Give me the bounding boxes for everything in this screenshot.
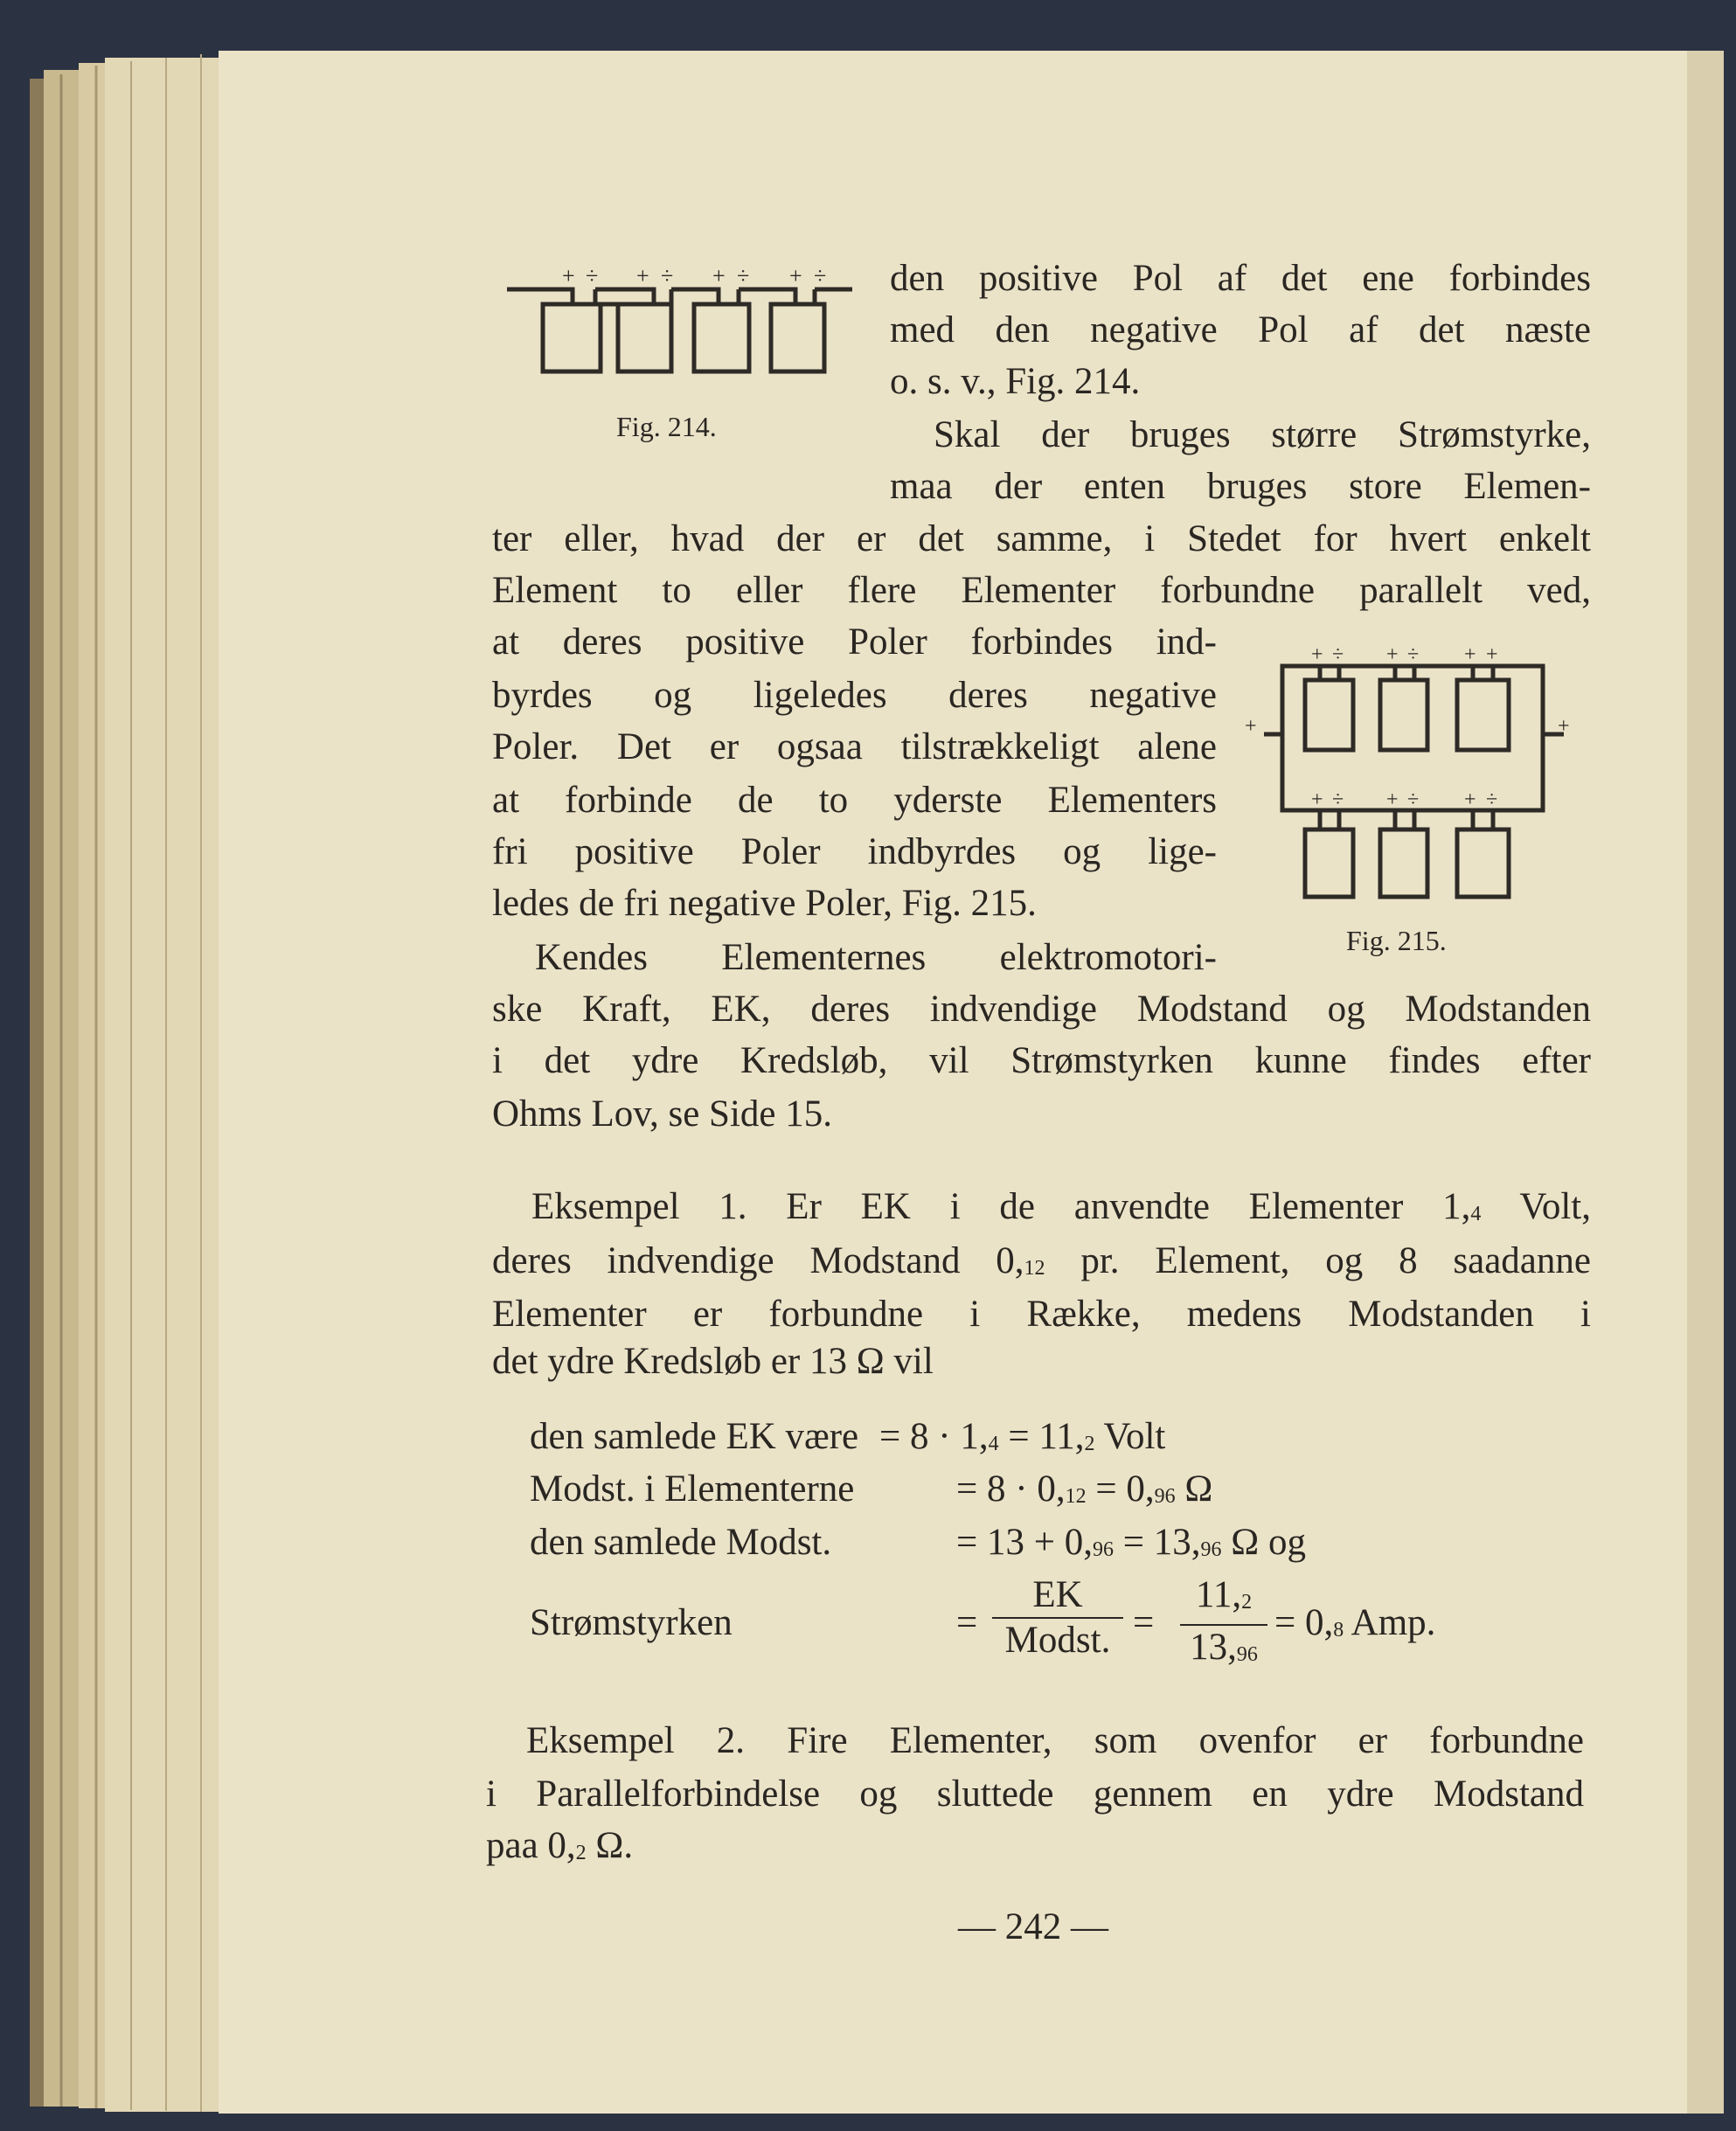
text-line: Element to eller flere Elementer forbundne parallelt ved, [492, 570, 1591, 611]
fig-214-caption: Fig. 214. [616, 411, 717, 442]
eq-label: Modst. i Elementerne [530, 1468, 855, 1510]
text-line: med den negative Pol af det næste [890, 309, 1591, 351]
text-line: byrdes og ligeledes deres negative [492, 675, 1217, 716]
svg-text:÷: ÷ [1407, 643, 1420, 666]
text-line: maa der enten bruges store Elemen- [890, 466, 1591, 507]
text-line: i det ydre Kredsløb, vil Strømstyrken kunne findes efter [492, 1040, 1591, 1081]
svg-text:+: + [1311, 788, 1323, 811]
text: Eksempel 1. Er EK i de anvendte Elementer 1, [531, 1186, 1471, 1227]
numerator: EK [992, 1573, 1123, 1619]
fraction-values [1180, 1573, 1267, 1676]
example-1-line: Elementer er forbundne i Række, medens Modstanden i [492, 1294, 1591, 1335]
fig-215-caption: Fig. 215. [1346, 925, 1447, 956]
eq-label: den samlede Modst. [530, 1522, 832, 1563]
svg-text:+: + [712, 263, 726, 288]
text-line: fri positive Poler indbyrdes og lige- [492, 831, 1217, 872]
svg-text:÷: ÷ [1332, 788, 1344, 811]
text: Volt, [1481, 1186, 1591, 1227]
example-1-line [531, 1181, 1591, 1233]
svg-text:+: + [562, 263, 575, 288]
svg-text:+: + [1311, 643, 1323, 666]
subscript: 12 [1024, 1257, 1045, 1280]
text-line: ter eller, hvad der er det samme, i Stedet for hvert enkelt [492, 518, 1591, 559]
page-edges [30, 54, 231, 2112]
text-line: Poler. Det er ogsaa tilstrækkeligt alene [492, 726, 1217, 767]
denominator: 13,96 [1190, 1627, 1258, 1668]
eq-label: den samlede EK være [530, 1416, 859, 1457]
eq-expr: = 8 · 0,12 = 0,96 Ω [956, 1468, 1213, 1510]
fraction-ek-modst [992, 1573, 1123, 1662]
example-2-line: Eksempel 2. Fire Elementer, som ovenfor er forbundne [526, 1720, 1584, 1761]
svg-text:÷: ÷ [1332, 643, 1344, 666]
eq-sign: = [1133, 1602, 1155, 1643]
svg-text:÷: ÷ [661, 263, 674, 288]
text-line: Ohms Lov, se Side 15. [492, 1093, 832, 1135]
svg-text:+: + [1464, 788, 1476, 811]
svg-text:÷: ÷ [737, 263, 750, 288]
svg-text:÷: ÷ [814, 263, 827, 288]
page-number: — 242 — [958, 1906, 1108, 1947]
eq-sign: = [956, 1602, 978, 1643]
text-line: o. s. v., Fig. 214. [890, 361, 1141, 402]
svg-text:+: + [1386, 788, 1399, 811]
eq-expr: = 13 + 0,96 = 13,96 Ω og [956, 1522, 1306, 1563]
equation-3 [530, 1517, 1306, 1569]
svg-text:+: + [1486, 643, 1498, 666]
text: deres indvendige Modstand 0, [492, 1240, 1024, 1281]
text-line: ledes de fri negative Poler, Fig. 215. [492, 883, 1037, 924]
svg-text:+: + [789, 263, 802, 288]
denominator: Modst. [1004, 1620, 1111, 1661]
text: pr. Element, og 8 saadanne [1045, 1240, 1591, 1281]
equation-2 [530, 1463, 1213, 1516]
svg-text:+: + [636, 263, 649, 288]
svg-text:÷: ÷ [586, 263, 599, 288]
example-2-line: paa 0,2 Ω. [486, 1825, 634, 1866]
text-line: Kendes Elementernes elektromotori- [535, 937, 1217, 978]
text-line: Skal der bruges større Strømstyrke, [934, 414, 1591, 455]
eq-expr: = 8 · 1,4 = 11,2 Volt [879, 1416, 1166, 1457]
example-1-line: det ydre Kredsløb er 13 Ω vil [492, 1341, 934, 1382]
text-line: at forbinde de to yderste Elementers [492, 780, 1217, 821]
equation-1 [530, 1411, 1166, 1463]
equation-4-label: Strømstyrken [530, 1602, 733, 1643]
svg-text:+: + [1464, 643, 1476, 666]
example-1-line [492, 1235, 1591, 1288]
svg-text:÷: ÷ [1486, 788, 1498, 811]
svg-text:+: + [1386, 643, 1399, 666]
example-2-line: i Parallelforbindelse og sluttede gennem en ydre Modstand [486, 1774, 1584, 1815]
svg-text:+: + [1245, 715, 1257, 738]
eq-result: = 0,8 Amp. [1274, 1602, 1436, 1643]
svg-text:+: + [1558, 715, 1570, 738]
text-line: ske Kraft, EK, deres indvendige Modstand og Modstanden [492, 989, 1591, 1030]
text-line: at deres positive Poler forbindes ind- [492, 621, 1217, 663]
text-line: den positive Pol af det ene forbindes [890, 258, 1591, 299]
subscript: 4 [1470, 1203, 1482, 1225]
svg-text:÷: ÷ [1407, 788, 1420, 811]
numerator: 11,2 [1180, 1573, 1267, 1626]
